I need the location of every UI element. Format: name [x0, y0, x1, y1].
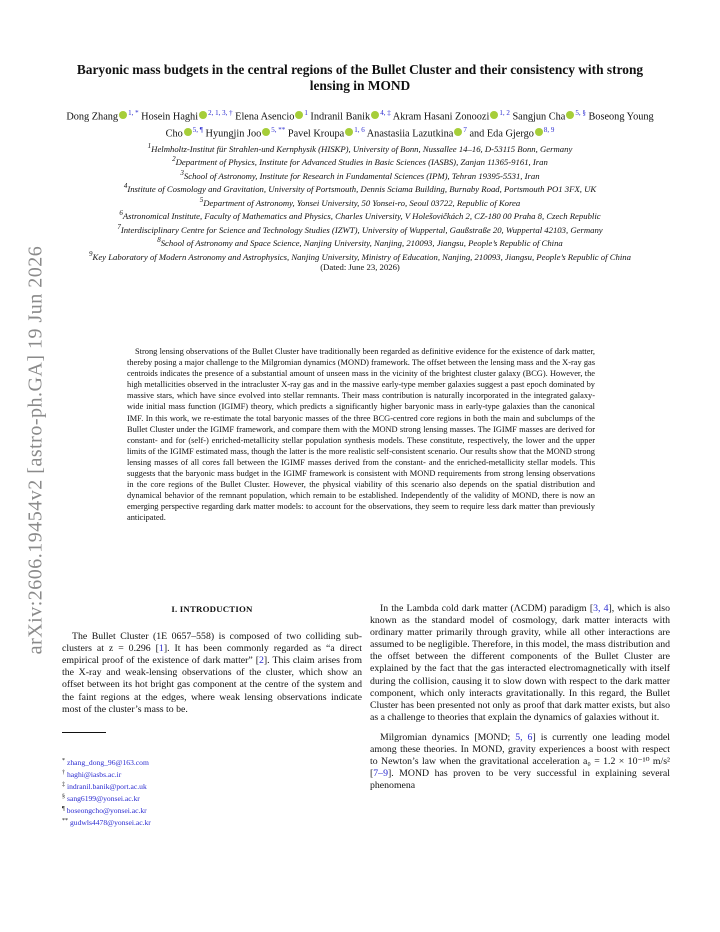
orcid-icon[interactable] — [566, 111, 574, 119]
author-sup[interactable]: 1, * — [128, 109, 139, 117]
author-name: Eda Gjergo — [486, 128, 534, 140]
citation-link[interactable]: 5, 6 — [515, 731, 533, 743]
date-line: (Dated: June 23, 2026) — [320, 262, 400, 273]
author-name: Hosein Haghi — [141, 111, 199, 123]
author-sup[interactable]: 1 — [304, 109, 308, 117]
affiliation: $^4$Institute of Cosmology and Gravitation, University of Portsmouth, Dennis Sciama Building, Burnaby Road, Portsmouth PO1 3FX, UK — [123, 182, 597, 195]
author-name: Sangjun Cha — [512, 111, 566, 123]
affiliation: $^6$Astronomical Institute, Faculty of Mathematics and Physics, Charles University, V Holešovičkách 2, CZ-180 00 Praha 8, Czech Republic — [119, 209, 601, 222]
arxiv-identifier: arXiv:2606.19454v2 [astro-ph.GA] 19 Jun 2026 — [24, 245, 47, 655]
author-sup[interactable]: 8, 9 — [543, 125, 555, 134]
left-column — [62, 603, 362, 724]
affiliation-list — [80, 141, 640, 273]
author-name: Anastasiia Lazutkina — [366, 128, 454, 140]
citation-link[interactable]: 1 — [158, 643, 164, 655]
citation-link[interactable]: 2 — [259, 655, 264, 667]
orcid-icon[interactable] — [454, 128, 462, 136]
author-sup[interactable]: 5, ¶ — [192, 125, 203, 134]
author-list: Dong Zhang $^{1, *}$ Hosein Haghi $^{2, 1, 3, \dagger}$ Elena Asencio $^1$ Indranil Banik $^{4, \ddagger}$ Akram Hasani Zonoozi $^{1, 2}$ Sangjun Cha $^{5, \S}$ Boseong Young Cho $^{5, \P}$ Hyungjin Joo $^{5, **}$ Pavel Kroupa $^{1, 6}$ Anastasiia Lazutkina $^7$ and Eda Gjergo $^{8, 9}$ — [66, 109, 654, 140]
orcid-icon[interactable] — [119, 111, 127, 119]
author-name: Akram Hasani Zonoozi — [392, 111, 490, 123]
author-name: Elena Asencio — [235, 111, 295, 123]
section-heading: I. INTRODUCTION — [171, 604, 253, 614]
author-sup[interactable]: 1, 6 — [354, 125, 365, 134]
orcid-icon[interactable] — [371, 111, 379, 119]
footnote-email[interactable]: ** gudwls4478@yonsei.ac.kr — [62, 818, 151, 827]
paragraph: Milgromian dynamics [MOND; 5, 6] is currently one leading model among these theories. In MOND, gravity experiences a boost with respect to Newton’s law when the gravitational acceleration a₀ = 1.2 × 10⁻¹⁰ m/s² [7–9]. MOND has proven to be very successful in explaining several phenomena — [370, 731, 670, 792]
orcid-icon[interactable] — [295, 111, 303, 119]
paragraph: In the Lambda cold dark matter (ΛCDM) paradigm [3, 4], which is also known as the standard model of cosmology, dark matter interacts with ordinary matter primarily through gravity, while all other interactions are assumed to be negligible. Therefore, in this model, the mass distribution and the offset between the different components of the Bullet Cluster are explained by the fact that the gas interacted electromagnetically with itself during the collision, causing it to slow down with respect to the dark matter component, which only interacts gravitationally. In this regard, the Bullet Cluster has been presented not only as proof that dark matter exists, but also as a challenge to theories that explain the dynamics of galaxies without it. — [370, 603, 670, 723]
author-name: Dong Zhang — [66, 111, 119, 123]
footnotes — [62, 756, 362, 828]
author-sup[interactable]: 5, § — [575, 109, 586, 117]
footnote-email[interactable]: ‡ indranil.banik@port.ac.uk — [62, 782, 147, 791]
author-name: Indranil Banik — [310, 111, 371, 123]
author-sup[interactable]: 1, 2 — [499, 109, 510, 117]
author-sup[interactable]: 7 — [463, 125, 467, 134]
orcid-icon[interactable] — [199, 111, 207, 119]
author-sup[interactable]: 5, ** — [271, 125, 286, 134]
affiliation: $^2$Department of Physics, Institute for Advanced Studies in Basic Sciences (IASBS), Zanjan 11365-9161, Iran — [172, 155, 548, 168]
footnote-email[interactable]: ¶ boseongcho@yonsei.ac.kr — [62, 806, 147, 815]
right-column — [370, 603, 670, 800]
abstract-text: Strong lensing observations of the Bullet Cluster have traditionally been regarded as definitive evidence for the existence of dark matter, thereby posing a major challenge to the Milgromian dynamics (MOND) framework. The offset between the lensing mass and the X-ray gas centroids indicates the presence of a substantial amount of unseen mass in the vicinity of the brightest cluster galaxy (BCG). However, the high metallicities observed in the intracluster X-ray gas and in the massive early-type member galaxies suggest a past epoch dominated by massive stars, which have since evolved into stellar remnants. Their mass contribution is naturally incorporated in the integrated galaxy-wide initial mass function (IGIMF) theory, which predicts a significantly higher baryonic mass in early-type galaxies than the canonical IMF. In this work, we re-estimate the total baryonic masses of the three BCG-centred core regions in both the main and subclumps of the Bullet Cluster under the IGIMF framework, and compare them with the MOND strong lensing masses. The IGIMF masses are derived for constant- and for (self-) enriched-metallicity stellar population synthesis models. These constitute, respectively, the lower and the upper limits of the IGIMF estimated mass, though the latter is the more realistic self-consistent scenario. Our results show that the MOND strong lensing masses of all cores fall between the IGIMF masses derived from the constant- and the enriched-metallicity stellar models. This suggests that the baryonic mass budget in the IGIMF framework is consistent with MOND requirements from strong lensing observations in the core regions of the Bullet Cluster. However, the physical viability of this scenario also depends on the spatial distribution and dynamical behavior of the remnant population, which remain to be established. Independently of the validity of MOND, there is now an emerging perspective regarding dark matter models: to account for the observations, they seem to require less dark matter than previously anticipated. — [127, 347, 595, 523]
author-name: Pavel Kroupa — [287, 128, 345, 140]
orcid-icon[interactable] — [345, 128, 353, 136]
footnote-email[interactable]: † haghi@iasbs.ac.ir — [62, 770, 122, 779]
affiliation: $^1$Helmholtz-Institut für Strahlen-und Kernphysik (HISKP), University of Bonn, Nussallee 14–16, D-53115 Bonn, Germany — [147, 142, 573, 154]
footnote-email[interactable]: * zhang_dong_96@163.com — [62, 758, 149, 767]
author-sup[interactable]: 4, ‡ — [380, 109, 391, 117]
affiliation: $^9$Key Laboratory of Modern Astronomy and Astrophysics, Nanjing University, Ministry of Education, Nanjing, 210093, Jiangsu, People’s Republic of China — [89, 249, 631, 262]
orcid-icon[interactable] — [184, 128, 192, 136]
paper-title: Baryonic mass budgets in the central regions of the Bullet Cluster and their consistency with strong lensing in MOND — [76, 62, 644, 93]
author-sup[interactable]: 2, 1, 3, † — [208, 109, 233, 117]
citation-link[interactable]: 3, 4 — [593, 603, 609, 614]
affiliation: $^7$Interdisciplinary Centre for Science and Technology Studies (IZWT), University of Wuppertal, Gaußstraße 20, Wuppertal 42103, Germany — [117, 222, 603, 235]
abstract — [127, 346, 595, 524]
orcid-icon[interactable] — [262, 128, 270, 136]
affiliation: $^3$School of Astronomy, Institute for Research in Fundamental Sciences (IPM), Tehran 19395-5531, Iran — [180, 168, 540, 181]
orcid-icon[interactable] — [535, 128, 543, 136]
citation-link[interactable]: 7–9 — [373, 768, 388, 780]
arxiv-sidebar — [16, 200, 56, 700]
footnote-email[interactable]: § sang6199@yonsei.ac.kr — [62, 794, 140, 803]
affiliation: $^8$School of Astronomy and Space Science, Nanjing University, Nanjing, 210093, Jiangsu, People’s Republic of China — [157, 236, 563, 249]
paragraph: The Bullet Cluster (1E 0657–558) is composed of two colliding sub-clusters at z = 0.296 [1]. It has been commonly regarded as “a direct empirical proof of the existence of dark matter” [2]. This claim arises from the X-ray and weak-lensing observations of the cluster, which show an offset between its hot bright gas component at the centre of the system and the faint regions at the edges, where weak lensing observations indicate most of the cluster’s mass to be. — [62, 631, 362, 715]
author-name: Boseong Young Cho — [165, 111, 654, 140]
footnote-rule — [62, 732, 106, 733]
orcid-icon[interactable] — [490, 111, 498, 119]
affiliation: $^5$Department of Astronomy, Yonsei University, 50 Yonsei-ro, Seoul 03722, Republic of Korea — [199, 195, 521, 208]
author-name: Hyungjin Joo — [205, 128, 262, 140]
